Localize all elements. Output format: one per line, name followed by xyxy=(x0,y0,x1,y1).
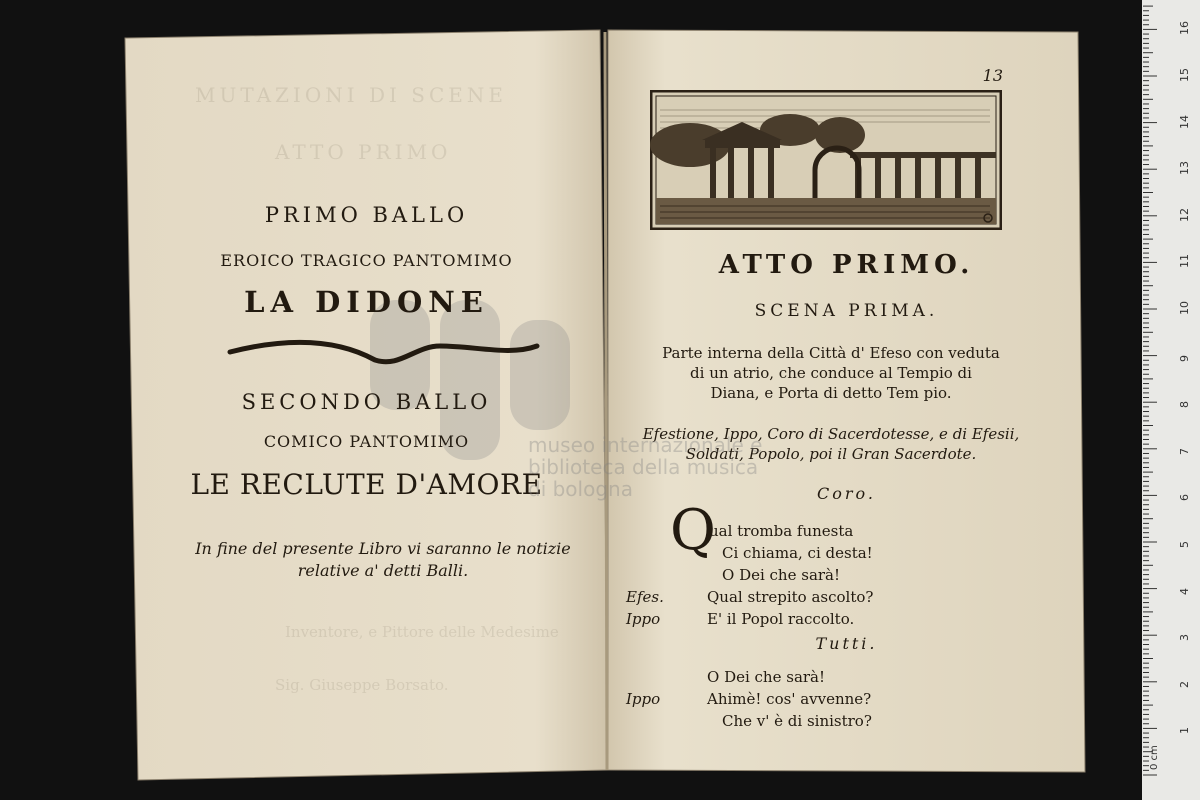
right-page xyxy=(608,28,1085,780)
ruler xyxy=(1142,0,1200,800)
verse-line: Qual strepito ascolto? xyxy=(707,588,874,606)
ruler-number: 12 xyxy=(1178,207,1191,222)
primo-ballo-subtitle: EROICO TRAGICO PANTOMIMO xyxy=(220,251,513,270)
note-text xyxy=(183,538,583,582)
setting-line: Parte interna della Città d' Efeso con veduta xyxy=(662,344,1000,362)
act-title: ATTO PRIMO. xyxy=(718,250,975,280)
setting-line: di un atrio, che conduce al Tempio di xyxy=(690,364,972,382)
bleed-through-text: MUTAZIONI DI SCENE xyxy=(195,83,507,107)
ruler-number: 3 xyxy=(1178,634,1191,642)
verse-line: Ci chiama, ci desta! xyxy=(722,544,873,562)
note-line: In fine del presente Libro vi saranno le notizie xyxy=(195,539,571,558)
left-page xyxy=(125,28,608,780)
watermark-text xyxy=(528,434,762,500)
speaker-heading-coro: Coro. xyxy=(817,484,876,503)
ruler-number: 14 xyxy=(1178,114,1191,129)
bleed-through-text: Inventore, e Pittore delle Medesime xyxy=(285,623,559,641)
engraving-illustration xyxy=(650,90,1002,230)
watermark-line: di bologna xyxy=(528,477,633,501)
speaker-name: Efes. xyxy=(626,588,664,606)
watermark-line: museo internazionale e xyxy=(528,433,763,457)
verse-line: E' il Popol raccolto. xyxy=(707,610,855,628)
verse-line: O Dei che sarà! xyxy=(722,566,841,584)
ruler-number: 1 xyxy=(1178,727,1191,735)
primo-ballo-title: LA DIDONE xyxy=(244,285,489,319)
ruler-number: 10 xyxy=(1178,301,1191,315)
ruler-number: 7 xyxy=(1178,447,1191,455)
watermark-line: biblioteca della musica xyxy=(528,455,759,479)
speaker-name: Ippo xyxy=(626,690,661,708)
ruler-number: 15 xyxy=(1178,68,1191,82)
scene-title: SCENA PRIMA. xyxy=(754,301,939,321)
verse-line: Che v' è di sinistro? xyxy=(722,712,872,730)
ruler-number: 9 xyxy=(1178,354,1191,362)
speaker-heading-tutti: Tutti. xyxy=(815,634,878,653)
ruler-number: 16 xyxy=(1178,21,1191,36)
speaker-name: Ippo xyxy=(626,610,661,628)
drop-cap: Q xyxy=(670,498,716,563)
setting-line: Diana, e Porta di detto Tem pio. xyxy=(710,384,952,402)
character-line: Soldati, Popolo, poi il Gran Sacerdote. xyxy=(685,445,977,463)
ruler-number: 13 xyxy=(1178,161,1191,176)
ruler-number: 5 xyxy=(1178,541,1191,548)
primo-ballo-heading: PRIMO BALLO xyxy=(264,203,469,227)
bleed-through-text: Sig. Giuseppe Borsato. xyxy=(275,676,449,694)
bleed-through-text: ATTO PRIMO xyxy=(275,140,452,164)
ruler-number: 11 xyxy=(1178,254,1191,269)
character-line: Efestione, Ippo, Coro di Sacerdotesse, e di Efesii, xyxy=(642,425,1020,443)
secondo-ballo-heading: SECONDO BALLO xyxy=(241,390,492,414)
secondo-ballo-subtitle: COMICO PANTOMIMO xyxy=(263,432,470,451)
note-line: relative a' detti Balli. xyxy=(297,561,469,580)
ruler-unit-label: 0 cm xyxy=(1149,745,1160,770)
verse-line: ual tromba funesta xyxy=(709,522,854,540)
secondo-ballo-title: LE RECLUTE D'AMORE xyxy=(190,468,543,501)
ruler-number: 4 xyxy=(1178,587,1191,595)
verse-line: Ahimè! cos' avvenne? xyxy=(707,690,872,708)
ruler-number: 2 xyxy=(1178,680,1191,688)
ruler-number: 8 xyxy=(1178,401,1191,409)
page-number: 13 xyxy=(982,66,1003,85)
ruler-number: 6 xyxy=(1178,494,1191,502)
ornamental-divider xyxy=(225,332,545,372)
verse-line: O Dei che sarà! xyxy=(707,668,826,686)
scene-setting xyxy=(626,343,1036,403)
